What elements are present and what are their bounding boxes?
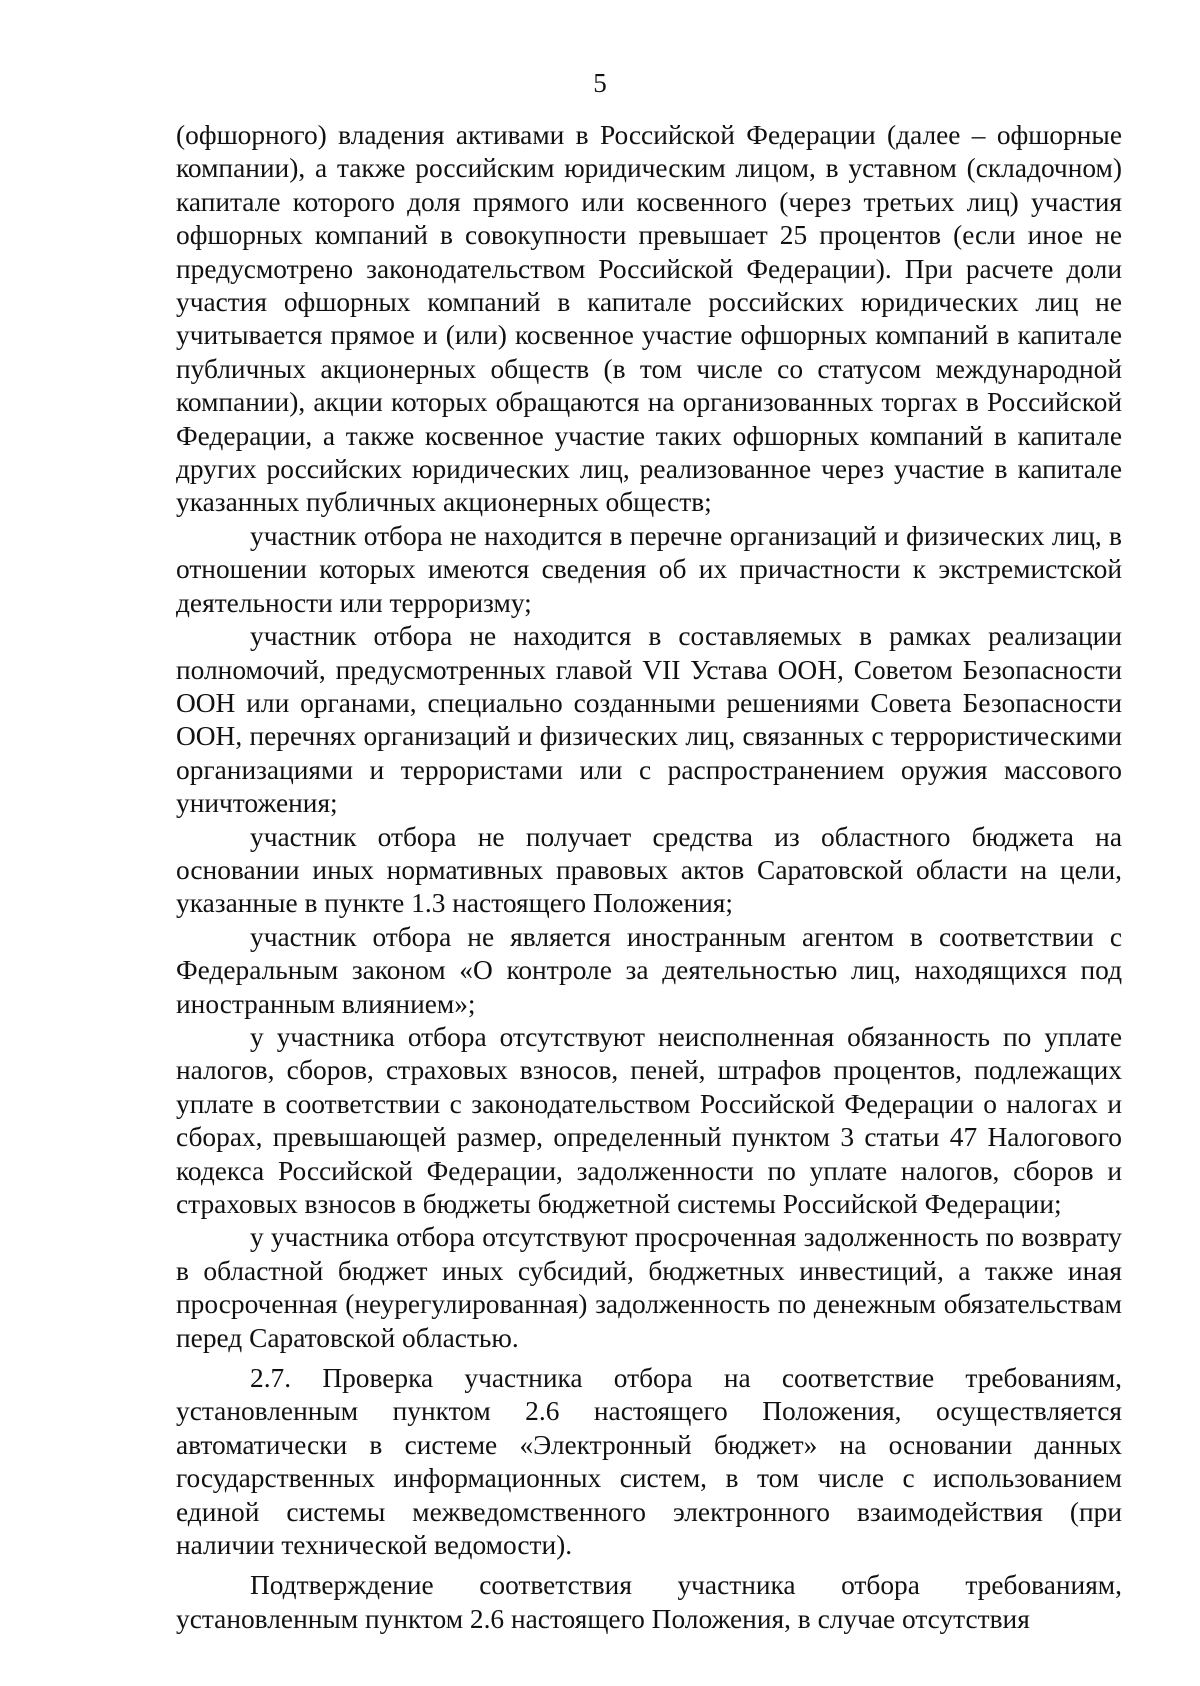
- paragraph-no-other-budget-funds: участник отбора не получает средства из областного бюджета на основании иных нормативных правовых актов Саратовской области на цели, указанные в пункте 1.3 настоящего Положения;: [176, 821, 1122, 919]
- paragraph-offshore-participation: (офшорного) владения активами в Российской Федерации (далее – офшорные компании), а также российским юридическим лицом, в уставном (складочном) капитале которого доля прямого или косвенного (через третьих лиц) участия офшорных компаний в совокупности превышает 25 процентов (если иное не предусмотрено законодательством Российской Федерации). При расчете доли участия офшорных компаний в капитале российских юридических лиц не учитывается прямое и (или) косвенное участие офшорных компаний в капитале публичных акционерных обществ (в том числе со статусом международной компании), акции которых обращаются на организованных торгах в Российской Федерации, а также косвенное участие таких офшорных компаний в капитале других российских юридических лиц, реализованное через участие в капитале указанных публичных акционерных обществ;: [176, 120, 1122, 518]
- paragraph-no-tax-debt: у участника отбора отсутствуют неисполненная обязанность по уплате налогов, сборов, страховых взносов, пеней, штрафов процентов, подлежащих уплате в соответствии с законодательством Российской Федерации о налогах и сборах, превышающей размер, определенный пунктом 3 статьи 47 Налогового кодекса Российской Федерации, задолженности по уплате налогов, сборов и страховых взносов в бюджеты бюджетной системы Российской Федерации;: [176, 1021, 1122, 1219]
- paragraph-not-foreign-agent: участник отбора не является иностранным агентом в соответствии с Федеральным законом «О контроле за деятельностью лиц, находящихся под иностранным влиянием»;: [176, 921, 1122, 1019]
- document-body: [176, 119, 1122, 1636]
- paragraph-section-2-7: 2.7. Проверка участника отбора на соответствие требованиям, установленным пунктом 2.6 настоящего Положения, осуществляется автоматически в системе «Электронный бюджет» на основании данных государственных информационных систем, в том числе с использованием единой системы межведомственного электронного взаимодействия (при наличии технической ведомости).: [176, 1363, 1122, 1561]
- paragraph-no-overdue-debt: у участника отбора отсутствуют просроченная задолженность по возврату в областной бюджет иных субсидий, бюджетных инвестиций, а также иная просроченная (неурегулированная) задолженность по денежным обязательствам перед Саратовской областью.: [176, 1222, 1122, 1353]
- paragraph-extremism-list: участник отбора не находится в перечне организаций и физических лиц, в отношении которых имеются сведения об их причастности к экстремистской деятельности или терроризму;: [176, 520, 1122, 618]
- paragraph-confirmation: Подтверждение соответствия участника отбора требованиям, установленным пунктом 2.6 настоящего Положения, в случае отсутствия: [176, 1570, 1122, 1634]
- paragraph-un-sanctions-list: участник отбора не находится в составляемых в рамках реализации полномочий, предусмотренных главой VII Устава ООН, Советом Безопасности ООН или органами, специально созданными решениями Совета Безопасности ООН, перечнях организаций и физических лиц, связанных с террористическими организациями и террористами или с распространением оружия массового уничтожения;: [176, 621, 1122, 819]
- page-number: 5: [593, 68, 607, 98]
